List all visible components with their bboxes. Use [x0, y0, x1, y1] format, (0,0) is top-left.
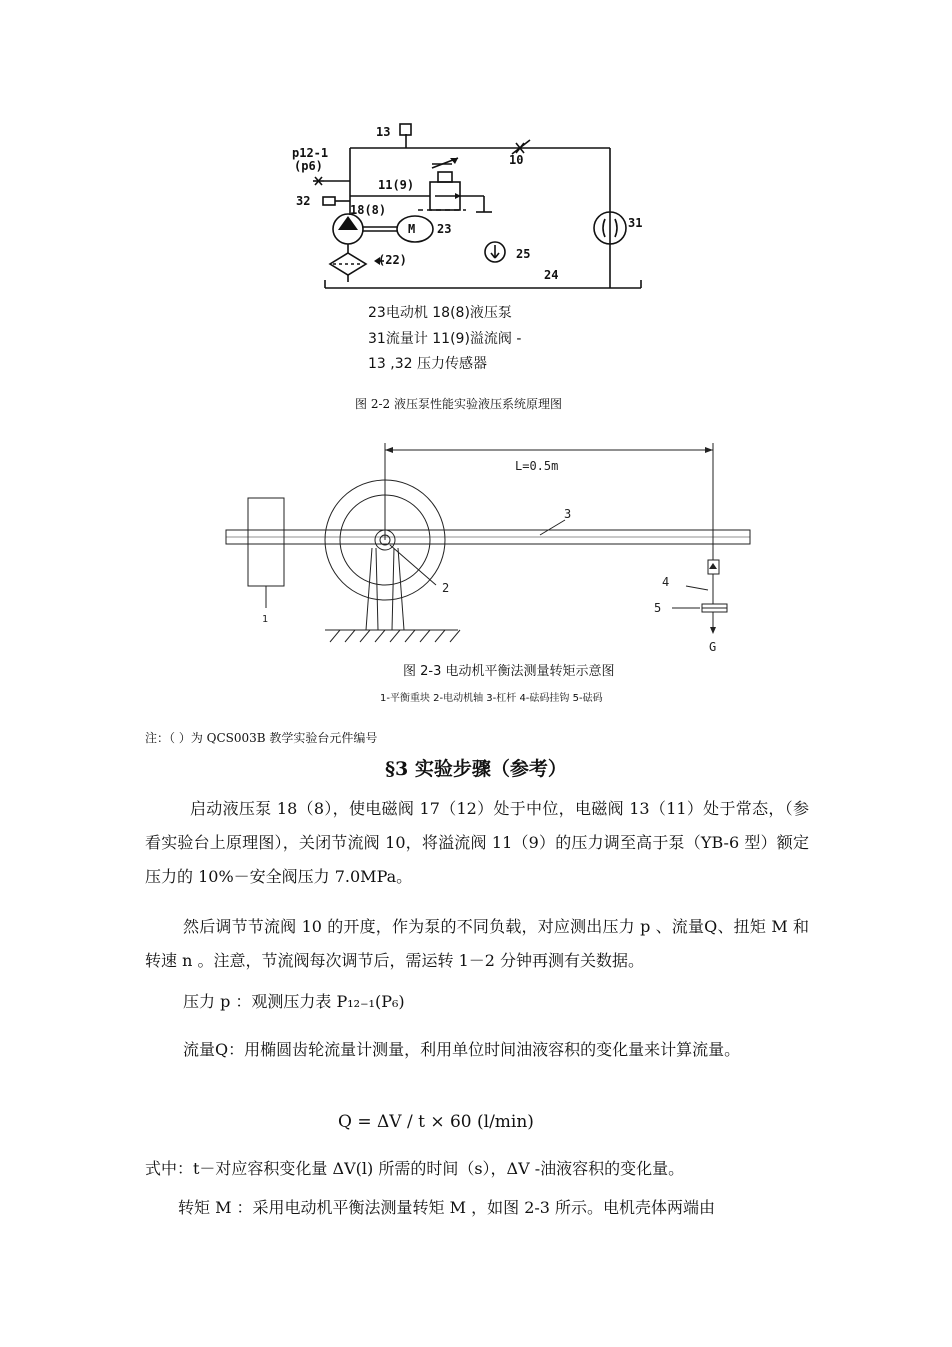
label-2: 2: [442, 581, 450, 595]
figure-2-2-caption: 图 2-2 液压泵性能实验液压系统原理图: [355, 397, 562, 411]
label-18-8: 18(8): [350, 203, 387, 217]
paragraph-2: 然后调节节流阀 10 的开度，作为泵的不同负载，对应测出压力 p 、流量Q、扭矩 M 和转速 n 。注意，节流阀每次调节后，需运转 1－2 分钟再测有关数据。: [145, 917, 809, 970]
label-p6: (p6): [294, 159, 323, 173]
label-22: (22): [378, 253, 407, 267]
label-23: 23: [437, 222, 452, 236]
label-g: G: [709, 640, 717, 654]
label-5: 5: [654, 601, 662, 615]
label-32: 32: [296, 194, 311, 208]
label-25: 25: [516, 247, 531, 261]
label-31: 31: [628, 216, 643, 230]
flow-formula: Q = ΔV / t × 60 (l/min): [338, 1112, 534, 1132]
paragraph-5: 式中：t－对应容积变化量 ΔV(l) 所需的时间（s），ΔV -油液容积的变化量。: [145, 1159, 685, 1178]
label-length: L=0.5m: [515, 459, 559, 473]
component-note: 注：（ ）为 QCS003B 教学实验台元件编号: [145, 731, 378, 745]
torque-balance-diagram: [220, 440, 760, 660]
legend-line-1: 23电动机 18(8)液压泵: [368, 305, 512, 321]
label-p12-1: p12-1: [292, 146, 329, 160]
hydraulic-schematic: [280, 118, 660, 298]
label-10: 10: [509, 153, 524, 167]
paragraph-6: 转矩 M ：采用电动机平衡法测量转矩 M ，如图 2-3 所示。电机壳体两端由: [178, 1198, 716, 1217]
label-24: 24: [544, 268, 559, 282]
paragraph-4: 流量Q：用椭圆齿轮流量计测量，利用单位时间油液容积的变化量来计算流量。: [183, 1040, 741, 1059]
paragraph-3: 压力 p ：观测压力表 P₁₂₋₁(P₆): [183, 992, 405, 1011]
label-3: 3: [564, 507, 572, 521]
label-1: 1: [262, 614, 269, 625]
label-13: 13: [376, 125, 391, 139]
figure-2-3-subcaption: 1-平衡重块 2-电动机轴 3-杠杆 4-砝码挂钩 5-砝码: [380, 693, 603, 704]
section-heading: §3 实验步骤（参考）: [385, 758, 567, 780]
paragraph-1: 启动液压泵 18（8），使电磁阀 17（12）处于中位，电磁阀 13（11）处于常态，（参看实验台上原理图），关闭节流阀 10，将溢流阀 11（9）的压力调至高于泵（YB-6 型）额定压力的 10%－安全阀压力 7.0MPa。: [145, 799, 809, 886]
label-motor: M: [408, 222, 416, 236]
figure-2-3-caption: 图 2-3 电动机平衡法测量转矩示意图: [403, 664, 615, 679]
legend-line-3: 13 ,32 压力传感器: [368, 356, 487, 372]
label-4: 4: [662, 575, 670, 589]
legend-line-2: 31流量计 11(9)溢流阀 -: [368, 331, 522, 347]
label-11-9: 11(9): [378, 178, 415, 192]
